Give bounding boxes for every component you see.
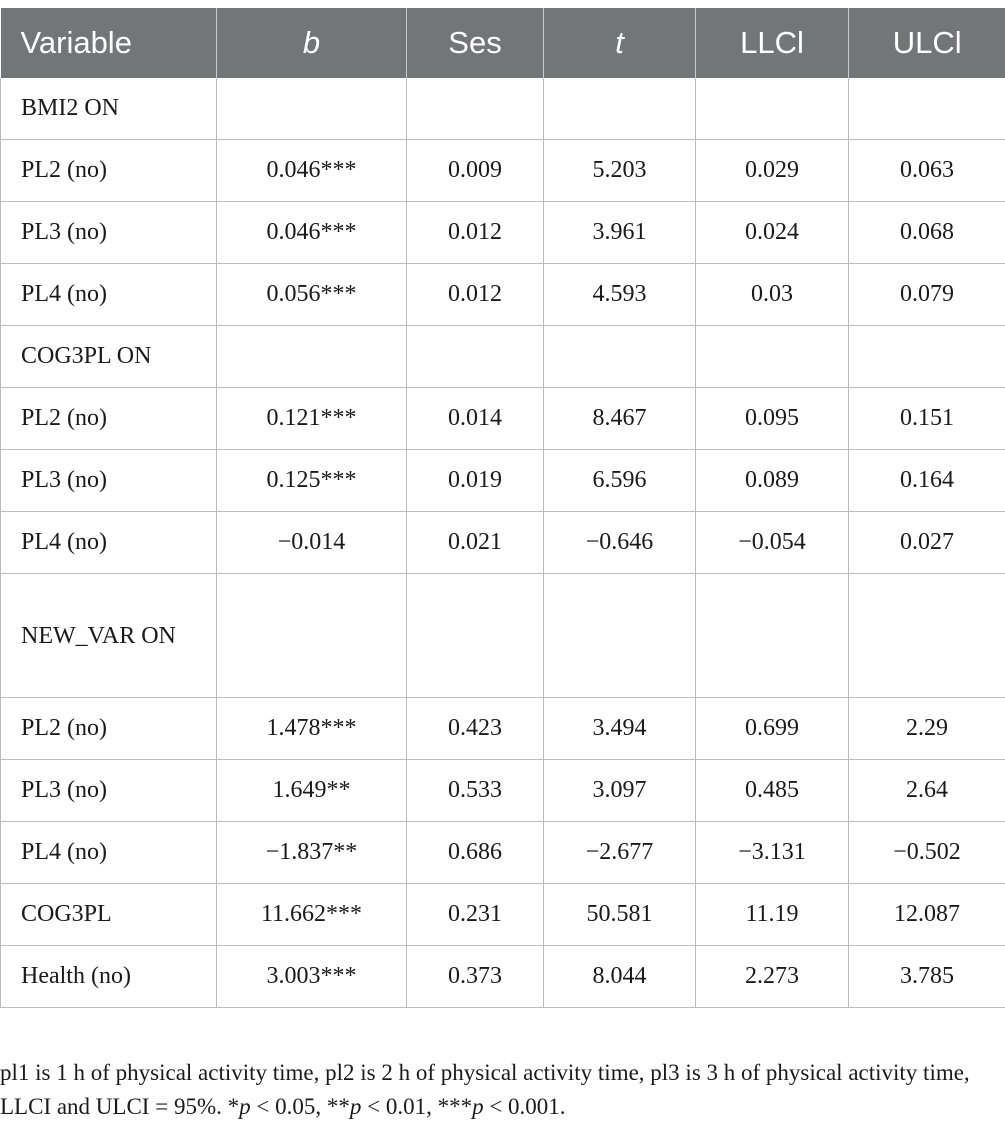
footnote-text-3: < 0.01, *** bbox=[361, 1094, 473, 1119]
header-row bbox=[1, 8, 1005, 78]
cell-ses: 0.686 bbox=[407, 822, 544, 884]
cell-ses: 0.533 bbox=[407, 760, 544, 822]
table-row bbox=[1, 202, 1005, 264]
cell-t: 3.494 bbox=[544, 698, 696, 760]
cell-b bbox=[217, 326, 407, 388]
cell-variable: COG3PL ON bbox=[1, 326, 217, 388]
cell-llci: 11.19 bbox=[696, 884, 849, 946]
cell-variable: PL2 (no) bbox=[1, 698, 217, 760]
cell-variable: PL2 (no) bbox=[1, 140, 217, 202]
table-row bbox=[1, 946, 1005, 1008]
table-row bbox=[1, 326, 1005, 388]
cell-t: 8.467 bbox=[544, 388, 696, 450]
table-row bbox=[1, 760, 1005, 822]
cell-variable: PL4 (no) bbox=[1, 512, 217, 574]
cell-llci: 0.699 bbox=[696, 698, 849, 760]
footnote-text-4: < 0.001. bbox=[483, 1094, 566, 1119]
cell-llci: 0.029 bbox=[696, 140, 849, 202]
cell-llci: 0.03 bbox=[696, 264, 849, 326]
cell-ses bbox=[407, 78, 544, 140]
header-variable: Variable bbox=[1, 8, 217, 78]
table-row bbox=[1, 884, 1005, 946]
cell-ses: 0.012 bbox=[407, 202, 544, 264]
header-b: b bbox=[217, 8, 407, 78]
cell-ulci: 0.068 bbox=[849, 202, 1005, 264]
table-row bbox=[1, 512, 1005, 574]
cell-t bbox=[544, 78, 696, 140]
cell-b: 3.003*** bbox=[217, 946, 407, 1008]
cell-ulci: 3.785 bbox=[849, 946, 1005, 1008]
cell-b bbox=[217, 78, 407, 140]
cell-llci: 0.089 bbox=[696, 450, 849, 512]
cell-ulci: 0.079 bbox=[849, 264, 1005, 326]
cell-ulci: 12.087 bbox=[849, 884, 1005, 946]
footnote-p-3: p bbox=[472, 1094, 484, 1119]
cell-ses bbox=[407, 574, 544, 698]
cell-variable: PL3 (no) bbox=[1, 760, 217, 822]
cell-t: 3.961 bbox=[544, 202, 696, 264]
cell-b: 1.649** bbox=[217, 760, 407, 822]
cell-variable: PL4 (no) bbox=[1, 264, 217, 326]
cell-ses: 0.373 bbox=[407, 946, 544, 1008]
cell-llci: 2.273 bbox=[696, 946, 849, 1008]
cell-ulci: 2.64 bbox=[849, 760, 1005, 822]
header-ses: Ses bbox=[407, 8, 544, 78]
cell-ulci: 0.063 bbox=[849, 140, 1005, 202]
cell-variable: PL3 (no) bbox=[1, 450, 217, 512]
cell-ulci bbox=[849, 78, 1005, 140]
table-row bbox=[1, 822, 1005, 884]
table-row bbox=[1, 78, 1005, 140]
table-row bbox=[1, 698, 1005, 760]
cell-variable: BMI2 ON bbox=[1, 78, 217, 140]
table-row bbox=[1, 388, 1005, 450]
cell-b bbox=[217, 574, 407, 698]
cell-ses: 0.019 bbox=[407, 450, 544, 512]
cell-llci: 0.024 bbox=[696, 202, 849, 264]
cell-b: −1.837** bbox=[217, 822, 407, 884]
cell-llci: −0.054 bbox=[696, 512, 849, 574]
table-footnote bbox=[0, 1056, 975, 1124]
cell-llci bbox=[696, 326, 849, 388]
cell-ses: 0.423 bbox=[407, 698, 544, 760]
footnote-p-1: p bbox=[239, 1094, 251, 1119]
cell-llci bbox=[696, 574, 849, 698]
cell-ses bbox=[407, 326, 544, 388]
table-row bbox=[1, 574, 1005, 698]
cell-ulci: −0.502 bbox=[849, 822, 1005, 884]
cell-llci: 0.485 bbox=[696, 760, 849, 822]
cell-b: 0.056*** bbox=[217, 264, 407, 326]
header-ulci: ULCl bbox=[849, 8, 1005, 78]
cell-t: −0.646 bbox=[544, 512, 696, 574]
cell-t: −2.677 bbox=[544, 822, 696, 884]
cell-b: −0.014 bbox=[217, 512, 407, 574]
cell-b: 11.662*** bbox=[217, 884, 407, 946]
cell-ses: 0.009 bbox=[407, 140, 544, 202]
cell-t bbox=[544, 326, 696, 388]
footnote-text-1: pl1 is 1 h of physical activity time, pl2 is 2 h of physical activity time, pl3 is 3 h of physical activity time, LLCI and ULCI = 95%. * bbox=[0, 1060, 970, 1119]
cell-t: 4.593 bbox=[544, 264, 696, 326]
header-t: t bbox=[544, 8, 696, 78]
cell-b: 1.478*** bbox=[217, 698, 407, 760]
cell-llci: 0.095 bbox=[696, 388, 849, 450]
table-row bbox=[1, 140, 1005, 202]
cell-ses: 0.021 bbox=[407, 512, 544, 574]
table-row bbox=[1, 264, 1005, 326]
cell-b: 0.121*** bbox=[217, 388, 407, 450]
cell-variable: PL2 (no) bbox=[1, 388, 217, 450]
regression-table bbox=[0, 8, 1005, 1008]
cell-b: 0.046*** bbox=[217, 140, 407, 202]
cell-ulci: 0.151 bbox=[849, 388, 1005, 450]
cell-variable: COG3PL bbox=[1, 884, 217, 946]
cell-ulci: 2.29 bbox=[849, 698, 1005, 760]
cell-t: 6.596 bbox=[544, 450, 696, 512]
cell-llci: −3.131 bbox=[696, 822, 849, 884]
cell-b: 0.046*** bbox=[217, 202, 407, 264]
cell-t: 50.581 bbox=[544, 884, 696, 946]
cell-b: 0.125*** bbox=[217, 450, 407, 512]
cell-variable: Health (no) bbox=[1, 946, 217, 1008]
cell-ses: 0.014 bbox=[407, 388, 544, 450]
cell-variable: PL4 (no) bbox=[1, 822, 217, 884]
table-row bbox=[1, 450, 1005, 512]
cell-ses: 0.231 bbox=[407, 884, 544, 946]
cell-ses: 0.012 bbox=[407, 264, 544, 326]
cell-ulci: 0.027 bbox=[849, 512, 1005, 574]
footnote-p-2: p bbox=[349, 1094, 362, 1119]
cell-variable: NEW_VAR ON bbox=[1, 574, 217, 698]
cell-t: 5.203 bbox=[544, 140, 696, 202]
header-llci: LLCl bbox=[696, 8, 849, 78]
cell-ulci bbox=[849, 574, 1005, 698]
cell-llci bbox=[696, 78, 849, 140]
footnote-text-2: < 0.05, ** bbox=[250, 1094, 350, 1119]
cell-t: 3.097 bbox=[544, 760, 696, 822]
cell-t: 8.044 bbox=[544, 946, 696, 1008]
cell-ulci: 0.164 bbox=[849, 450, 1005, 512]
cell-t bbox=[544, 574, 696, 698]
cell-ulci bbox=[849, 326, 1005, 388]
cell-variable: PL3 (no) bbox=[1, 202, 217, 264]
